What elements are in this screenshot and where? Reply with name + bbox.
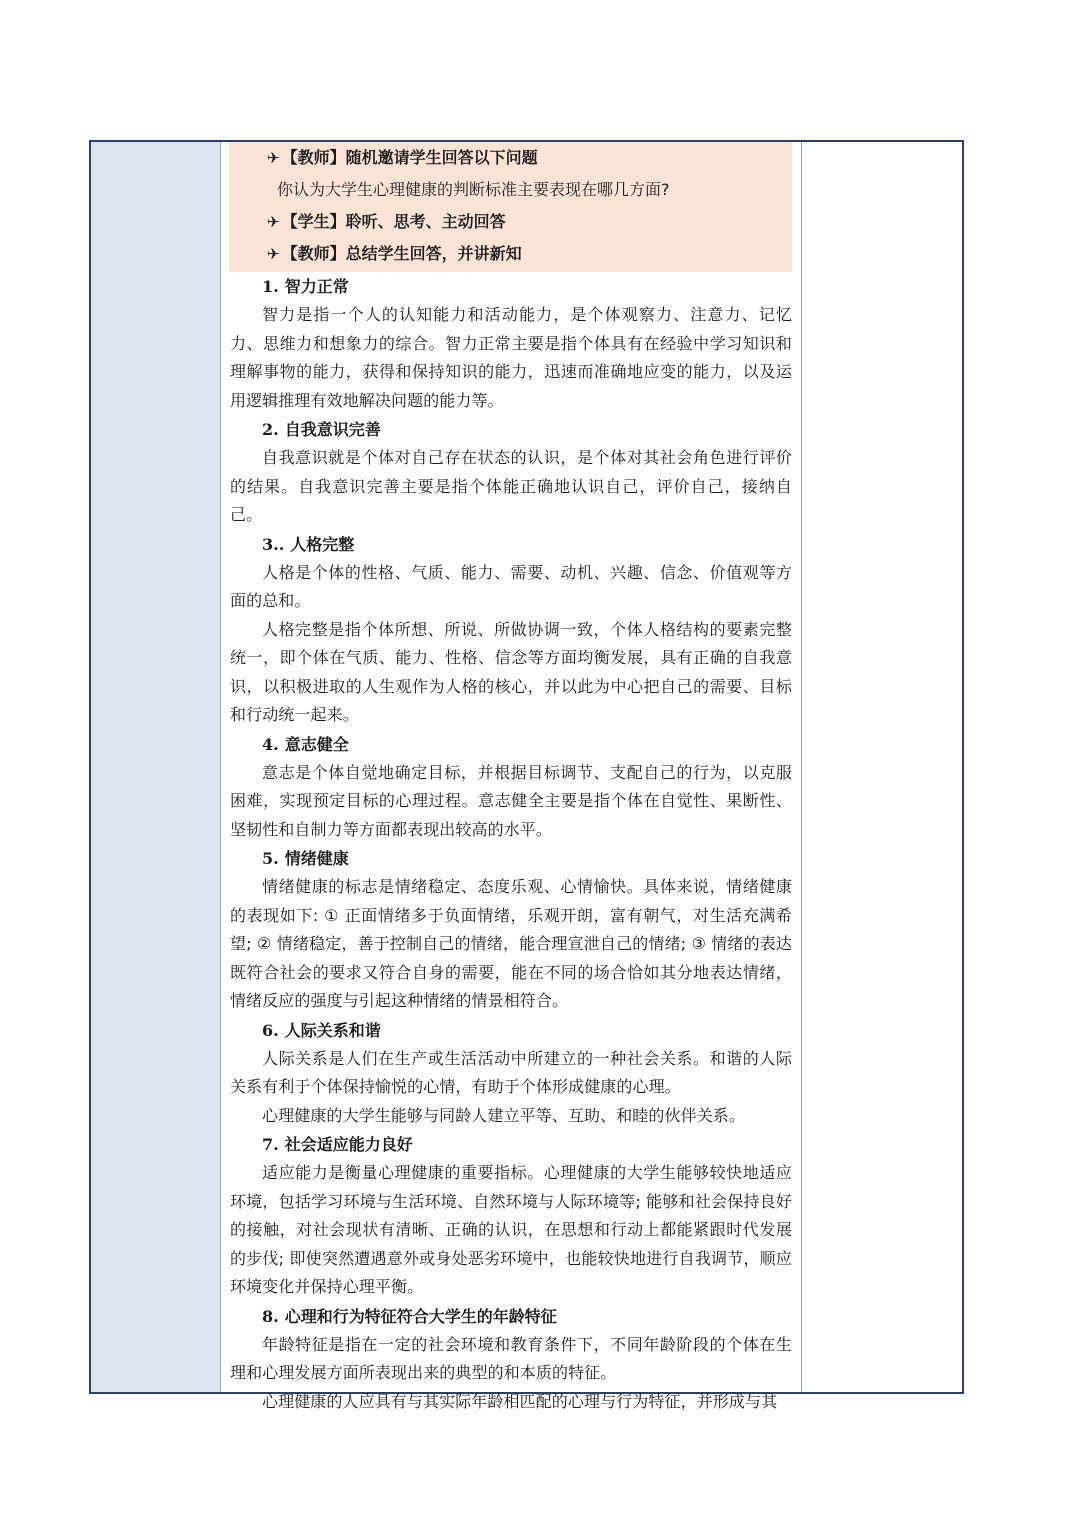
table-left-column bbox=[91, 142, 221, 1392]
teacher-summary-line bbox=[229, 238, 792, 270]
section-number: 7. bbox=[262, 1135, 279, 1154]
section-paragraph: 心理健康的大学生能够与同龄人建立平等、互助、和睦的伙伴关系。 bbox=[262, 1105, 746, 1125]
section-title: 智力正常 bbox=[284, 277, 349, 296]
teacher-activity-line bbox=[229, 142, 792, 174]
section-heading bbox=[230, 1130, 792, 1159]
student-activity-line bbox=[229, 206, 792, 238]
discussion-question: 你认为大学生心理健康的判断标准主要表现在哪几方面? bbox=[277, 180, 670, 199]
section-paragraph: 自我意识就是个体对自己存在状态的认识，是个体对其社会角色进行评价的结果。自我意识完善主要是指个体能正确地认识自己，评价自己，接纳自己。 bbox=[230, 448, 792, 524]
section-paragraph: 意志是个体自觉地确定目标，并根据目标调节、支配自己的行为，以克服困难，实现预定目标的心理过程。意志健全主要是指个体在自觉性、果断性、坚韧性和自制力等方面都表现出较高的水平。 bbox=[230, 762, 792, 839]
section-number: 6. bbox=[262, 1020, 279, 1040]
section-title: 心理和行为特征符合大学生的年龄特征 bbox=[284, 1306, 557, 1326]
section-number: 4. bbox=[262, 734, 279, 754]
section-heading bbox=[230, 272, 792, 301]
section-paragraph: 情绪健康的标志是情绪稳定、态度乐观、心情愉快。具体来说，情绪健康的表现如下: ① 正面情绪多于负面情绪，乐观开朗，富有朝气，对生活充满希望; ② 情绪稳定，善于控制自己的情绪，能合理宣泄自己的情绪; ③ 情绪的表达既符合社会的要求又符合自身的需要，能在不同的场合恰如其分地表达情绪，情绪反应的强度与引起这种情绪的情景相符合。 bbox=[230, 877, 792, 1010]
teacher-activity-text: 【教师】随机邀请学生回答以下问题 bbox=[281, 148, 538, 167]
section-number: 2. bbox=[262, 420, 279, 439]
section-title: 人际关系和谐 bbox=[284, 1020, 381, 1040]
section-paragraph: 心理健康的人应具有与其实际年龄相匹配的心理与行为特征，并形成与其 bbox=[262, 1391, 778, 1411]
section-number: 3.. bbox=[262, 534, 285, 554]
activity-highlight-block bbox=[229, 142, 792, 272]
section-paragraph: 智力是指一个人的认知能力和活动能力，是个体观察力、注意力、记忆力、思维力和想象力的综合。智力正常主要是指个体具有在经验中学习知识和理解事物的能力，获得和保持知识的能力，迅速而准确地应变的能力，以及运用逻辑推理有效地解决问题的能力等。 bbox=[230, 305, 792, 410]
lesson-content bbox=[230, 142, 792, 1416]
lesson-table bbox=[89, 140, 964, 1411]
section-title: 情绪健康 bbox=[284, 849, 349, 868]
section-paragraph: 人格是个体的性格、气质、能力、需要、动机、兴趣、信念、价值观等方面的总和。 bbox=[230, 562, 792, 610]
section-heading bbox=[230, 844, 792, 873]
section-heading bbox=[230, 1302, 792, 1331]
section-paragraph: 人际关系是人们在生产或生活活动中所建立的一种社会关系。和谐的人际关系有利于个体保持愉悦的心情，有助于个体形成健康的心理。 bbox=[230, 1048, 792, 1096]
section-title: 自我意识完善 bbox=[284, 420, 381, 439]
airplane-icon: ✈ bbox=[267, 245, 280, 263]
table-right-column-divider bbox=[801, 142, 802, 1392]
section-title: 意志健全 bbox=[284, 734, 349, 754]
section-number: 1. bbox=[262, 277, 279, 296]
student-activity-text: 【学生】聆听、思考、主动回答 bbox=[281, 212, 506, 231]
airplane-icon: ✈ bbox=[267, 149, 280, 167]
section-paragraph: 年龄特征是指在一定的社会环境和教育条件下，不同年龄阶段的个体在生理和心理发展方面所表现出来的典型的和本质的特征。 bbox=[230, 1334, 792, 1382]
section-number: 5. bbox=[262, 849, 279, 868]
section-heading bbox=[230, 415, 792, 444]
section-heading bbox=[230, 730, 792, 759]
section-paragraph: 适应能力是衡量心理健康的重要指标。心理健康的大学生能够较快地适应环境，包括学习环境与生活环境、自然环境与人际环境等; 能够和社会保持良好的接触，对社会现状有清晰、正确的认识，在思想和行动上都能紧跟时代发展的步伐; 即使突然遭遇意外或身处恶劣环境中，也能较快地进行自我调节，顺应环境变化并保持心理平衡。 bbox=[230, 1163, 792, 1296]
section-number: 8. bbox=[262, 1306, 279, 1326]
section-heading bbox=[230, 1016, 792, 1045]
section-title: 人格完整 bbox=[290, 534, 355, 554]
teacher-summary-text: 【教师】总结学生回答，并讲新知 bbox=[281, 244, 522, 263]
section-paragraph: 人格完整是指个体所想、所说、所做协调一致，个体人格结构的要素完整统一，即个体在气质、能力、性格、信念等方面均衡发展，具有正确的自我意识，以积极进取的人生观作为人格的核心，并以此为中心把自己的需要、目标和行动统一起来。 bbox=[230, 619, 792, 724]
section-title: 社会适应能力良好 bbox=[284, 1135, 413, 1154]
section-heading bbox=[230, 530, 792, 559]
airplane-icon: ✈ bbox=[267, 213, 280, 231]
criteria-sections bbox=[230, 272, 792, 1416]
